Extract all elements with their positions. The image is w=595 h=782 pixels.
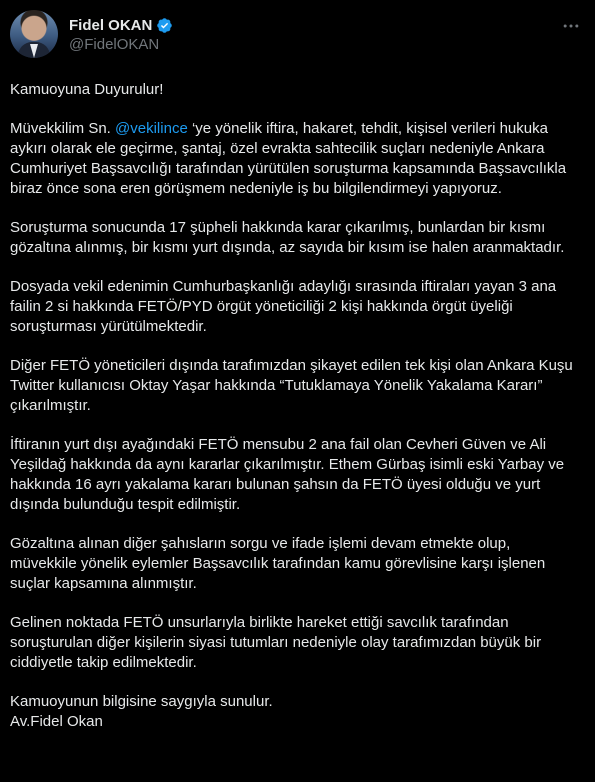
tweet-paragraph: Dosyada vekil edenimin Cumhurbaşkanlığı adaylığı sırasında iftiraları yayan 3 ana failin 2 si hakkında FETÖ/PYD örgüt yöneticiliği 2 kişi hakkında örgüt üyeliği soruşturması yürütülmektedir. xyxy=(10,278,557,335)
tweet-paragraph xyxy=(10,119,580,199)
avatar[interactable] xyxy=(10,10,58,58)
tweet-signature: Av.Fidel Okan xyxy=(10,713,103,730)
mention-link[interactable]: @vekilince xyxy=(115,120,188,137)
more-options-icon[interactable] xyxy=(561,16,581,36)
author-name-row xyxy=(69,15,173,35)
tweet-paragraph: Gözaltına alınan diğer şahısların sorgu ve ifade işlemi devam etmekte olup, müvekkile yönelik eylemler Başsavcılık tarafından kamu görevlisine karşı işlenen suçlar kapsamına alınmıştır. xyxy=(10,535,546,592)
author-display-name[interactable]: Fidel OKAN xyxy=(69,16,153,34)
tweet-text-segment: Müvekkilim Sn. xyxy=(10,120,116,137)
verified-badge-icon xyxy=(156,17,173,34)
tweet-paragraph: İftiranın yurt dışı ayağındaki FETÖ mensubu 2 ana fail olan Cevheri Güven ve Ali Yeşildağ hakkında da aynı kararlar çıkarılmıştır. Ethem Gürbaş isimli eski Yarbay ve hakkında 16 ayrı yakalama kararı bulunan şahsın da FETÖ üyesi olduğu ve yurt dışında bulunduğu tespit edilmiştir. xyxy=(10,436,565,513)
tweet-paragraph: Gelinen noktada FETÖ unsurlarıyla birlikte hareket ettiği savcılık tarafından soruşturulan diğer kişilerin siyasi tutumları nedeniyle olay tarafımızdan büyük bir ciddiyetle takip edilmektedir. xyxy=(10,614,542,671)
tweet-paragraph: Soruşturma sonucunda 17 şüpheli hakkında karar çıkarılmış, bunlardan bir kısmı gözaltına alınmış, bir kısmı yurt dışında, az sayıda bir kısım ise halen aranmaktadır. xyxy=(10,219,565,256)
tweet-paragraph: Kamuoyunun bilgisine saygıyla sunulur. xyxy=(10,693,273,710)
tweet-paragraph: Kamuoyuna Duyurulur! xyxy=(10,81,164,98)
tweet-paragraph: Diğer FETÖ yöneticileri dışında tarafımızdan şikayet edilen tek kişi olan Ankara Kuşu Twitter kullanıcısı Oktay Yaşar hakkında “Tutuklamaya Yönelik Yakalama Kararı” çıkarılmıştır. xyxy=(10,357,573,414)
tweet-body xyxy=(10,80,580,732)
tweet-text-segment: ‘ye yönelik iftira, hakaret, tehdit, kişisel verileri hukuka aykırı olarak ele geçirme, şantaj, özel evrakta sahtecilik suçları nedeniyle Ankara Cumhuriyet Başsavcılığı tarafından yürütülen soruşturma kapsamında Başsavcılıkla biraz önce sona eren görüşmem nedeniyle iş bu bilgilendirmeyi yapıyoruz. xyxy=(10,120,567,197)
author-handle[interactable]: @FidelOKAN xyxy=(69,36,160,53)
tweet-header xyxy=(10,10,585,60)
